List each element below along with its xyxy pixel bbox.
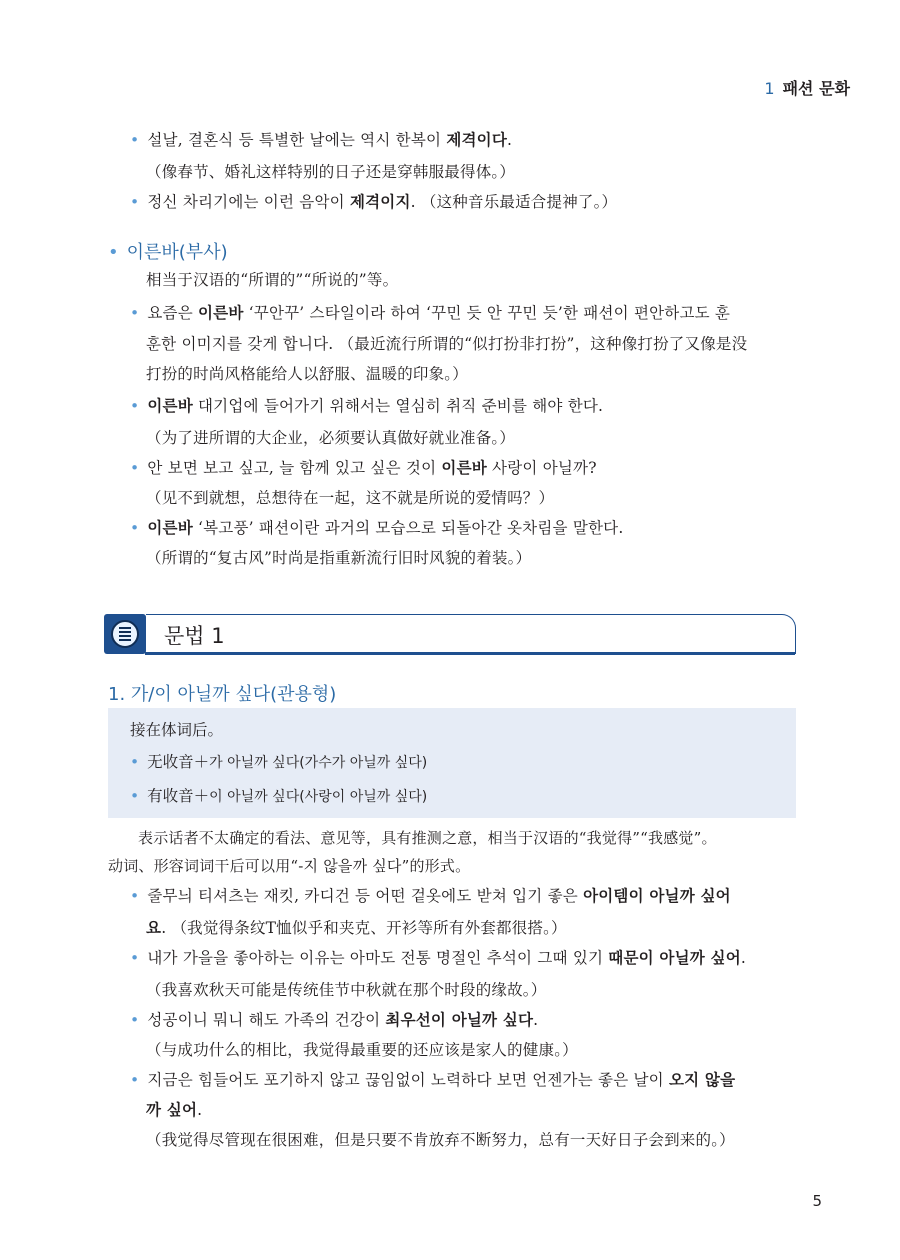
explanation-line: 动词、形容词词干后可以用“-지 않을까 싶다”的形式。 xyxy=(108,857,471,875)
translation-line: （所谓的“复古风”时尚是指重新流行旧时风貌的着装。） xyxy=(146,549,532,567)
example-line: • 설날, 결혼식 등 특별한 날에는 역시 한복이 제격이다. xyxy=(130,130,513,149)
bullet-dot: • xyxy=(130,131,140,149)
translation-line: （与成功什么的相比，我觉得最重要的还应该是家人的健康。） xyxy=(146,1041,578,1059)
explanation-line: 表示话者不太确定的看法、意见等，具有推测之意，相当于汉语的“我觉得”“我感觉”。 xyxy=(138,829,717,847)
example-line: • 요즘은 이른바 ‘꾸안꾸’ 스타일이라 하여 ‘꾸민 듯 안 꾸민 듯’한 패션이 편안하고도 훈 xyxy=(130,303,731,322)
grammar-rule-title: 1. 가/이 아닐까 싶다(관용형) xyxy=(108,684,337,705)
bold-expression: 최우선이 아닐까 싶다 xyxy=(385,1010,534,1029)
bullet-dot: • xyxy=(108,242,119,263)
grammar-book-icon xyxy=(104,614,146,654)
bullet-dot: • xyxy=(130,787,140,805)
page-number: 5 xyxy=(812,1192,822,1210)
chapter-title: 패션 문화 xyxy=(782,79,850,98)
bold-expression: 때문이 아닐까 싶어 xyxy=(608,948,741,967)
example-line: • 내가 가을을 좋아하는 이유는 아마도 전통 명절인 추석이 그때 있기 때문이 아닐까 싶어. xyxy=(130,948,747,967)
bullet-dot: • xyxy=(130,887,140,905)
example-line-cont: 요. （我觉得条纹T恤似乎和夹克、开衫等所有外套都很搭。） xyxy=(146,918,567,937)
bold-expression: 아이템이 아닐까 싶어 xyxy=(583,886,731,905)
note-item: • 无收音＋가 아닐까 싶다(가수가 아닐까 싶다) xyxy=(130,753,428,771)
bold-expression: 까 싶어 xyxy=(146,1100,198,1119)
bullet-dot: • xyxy=(130,193,140,211)
note-intro: 接在体词后。 xyxy=(130,721,224,739)
bold-expression: 이른바 xyxy=(147,518,193,537)
bold-expression: 이른바 xyxy=(147,396,193,415)
example-line: • 줄무늬 티셔츠는 재킷, 카디건 등 어떤 겉옷에도 받쳐 입기 좋은 아이템이 아닐까 싶어 xyxy=(130,886,731,905)
example-line: • 안 보면 보고 싶고, 늘 함께 있고 싶은 것이 이른바 사랑이 아닐까? xyxy=(130,458,597,477)
translation-line: （见不到就想，总想待在一起，这不就是所说的爱情吗？） xyxy=(146,489,555,507)
bullet-dot: • xyxy=(130,459,140,477)
translation-line: （像春节、婚礼这样特别的日子还是穿韩服最得体。） xyxy=(146,163,516,181)
bullet-dot: • xyxy=(130,519,140,537)
bold-expression: 제격이지 xyxy=(349,192,411,211)
example-line: • 이른바 ‘복고풍’ 패션이란 과거의 모습으로 되돌아간 옷차림을 말한다. xyxy=(130,518,624,537)
bold-expression: 요 xyxy=(146,918,162,937)
section-title: 문법 1 xyxy=(164,624,225,648)
section-header-bar xyxy=(104,614,796,654)
bullet-dot: • xyxy=(130,304,140,322)
translation-line: 打扮的时尚风格能给人以舒服、温暖的印象。） xyxy=(146,365,468,383)
example-line: • 이른바 대기업에 들어가기 위해서는 열심히 취직 준비를 해야 한다. xyxy=(130,396,604,415)
section-tab xyxy=(146,614,796,654)
usage-note-box xyxy=(108,708,796,818)
bullet-dot: • xyxy=(130,753,140,771)
bullet-dot: • xyxy=(130,1071,140,1089)
note-item: • 有收音＋이 아닐까 싶다(사랑이 아닐까 싶다) xyxy=(130,787,428,805)
translation-line: （我喜欢秋天可能是传统佳节中秋就在那个时段的缘故。） xyxy=(146,981,547,999)
translation-line: （为了进所谓的大企业，必须要认真做好就业准备。） xyxy=(146,429,516,447)
running-header xyxy=(764,76,850,99)
example-line: • 정신 차리기에는 이런 음악이 제격이지. （这种音乐最适合提神了。） xyxy=(130,192,618,211)
bold-expression: 오지 않을 xyxy=(668,1070,736,1089)
bold-expression: 이른바 xyxy=(198,303,244,322)
bullet-dot: • xyxy=(130,397,140,415)
bullet-dot: • xyxy=(130,949,140,967)
bold-expression: 이른바 xyxy=(441,458,487,477)
translation-line: （我觉得尽管现在很困难，但是只要不肯放弃不断努力，总有一天好日子会到来的。） xyxy=(146,1131,735,1149)
example-line: • 지금은 힘들어도 포기하지 않고 끊임없이 노력하다 보면 언젠가는 좋은 날이 오지 않을 xyxy=(130,1070,736,1089)
explanation-line: 相当于汉语的“所谓的”“所说的”等。 xyxy=(146,271,399,289)
bullet-dot: • xyxy=(130,1011,140,1029)
chapter-number: 1 xyxy=(764,79,775,98)
example-line-cont: 까 싶어. xyxy=(146,1100,203,1119)
example-line-cont: 훈한 이미지를 갖게 합니다. （最近流行所谓的“似打扮非打扮”，这种像打扮了又像是没 xyxy=(146,335,748,353)
bold-expression: 제격이다 xyxy=(446,130,508,149)
example-line: • 성공이니 뭐니 해도 가족의 건강이 최우선이 아닐까 싶다. xyxy=(130,1010,539,1029)
grammar-subhead: • 이른바(부사) xyxy=(108,242,228,263)
